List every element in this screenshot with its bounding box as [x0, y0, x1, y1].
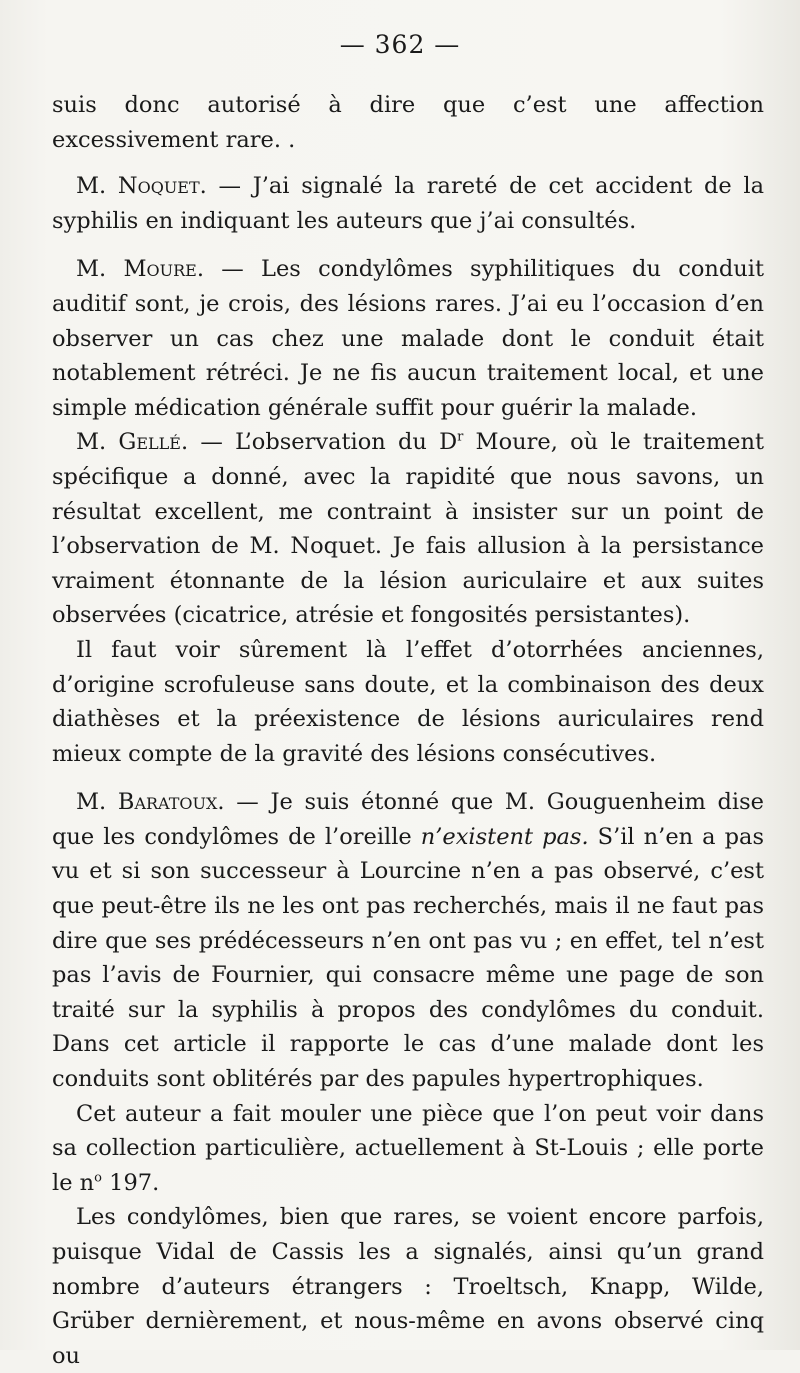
paragraph-text: — L’observation du D: [188, 429, 458, 456]
paragraph-1: [52, 88, 764, 157]
superscript: o: [94, 1170, 102, 1186]
speaker-name: M. Noquet.: [76, 173, 207, 200]
superscript: r: [457, 429, 464, 445]
body-text: [52, 88, 764, 1373]
paragraph-text: Cet auteur a fait mouler une pièce que l’on peut voir dans sa collection particulière, actuellement à St-Louis ; elle porte le n: [52, 1100, 764, 1196]
emphasis-text: n’existent pas.: [420, 823, 589, 850]
paragraph-2: [52, 633, 764, 771]
speaker-name: M. Moure.: [76, 256, 204, 283]
paragraph-noquet: [52, 169, 764, 238]
page-number: — 362 —: [339, 30, 461, 59]
paragraph-moure: [52, 252, 764, 425]
paragraph-text: Il faut voir sûrement là l’effet d’otorrhées anciennes, d’origine scrofuleuse sans doute, et la combinaison des deux diathèses et la préexistence de lésions auriculaires rend mieux compte de la gravité des lésions consécutives.: [52, 636, 764, 767]
paragraph-text: — Je suis étonné que M. Gouguenheim dise que les condylômes de l’oreille: [52, 789, 764, 850]
paragraph-text: Les condylômes, bien que rares, se voient encore parfois, puisque Vidal de Cassis les a signalés, ainsi qu’un grand nombre d’auteurs étrangers : Troeltsch, Knapp, Wilde, Grüber dernièrement, et nous-même en avons observé cinq ou: [52, 1204, 764, 1369]
paragraph-baratoux: [52, 785, 764, 1096]
paragraph-text: — Les condylômes syphilitiques du conduit auditif sont, je crois, des lésions rares. J’ai eu l’occasion d’en observer un cas chez une malade dont le conduit était notablement rétréci. Je ne fis aucun traitement local, et une simple médication générale suffit pour guérir la malade.: [52, 256, 764, 421]
speaker-name: M. Gellé.: [76, 429, 189, 456]
paragraph-text: S’il n’en a pas vu et si son successeur à Lourcine n’en a pas observé, c’est que peut-être ils ne les ont pas recherchés, mais il ne faut pas dire que ses prédécesseurs n’en ont pas vu ; en effet, tel n’est pas l’avis de Fournier, qui consacre même une page de son traité sur la syphilis à propos des condylômes du conduit. Dans cet article il rapporte le cas d’une malade dont les conduits sont oblitérés par des papules hypertrophiques.: [52, 823, 764, 1093]
paragraph-text: Moure, où le traitement spécifique a donné, avec la rapidité que nous savons, un résultat excellent, me contraint à insister sur un point de l’observation de M. Noquet. Je fais allusion à la persistance vraiment étonnante de la lésion auriculaire et aux suites observées (cicatrice, atrésie et fongosités persistantes).: [52, 429, 765, 629]
speaker-name: M. Baratoux.: [76, 789, 225, 816]
paragraph-text: suis donc autorisé à dire que c’est une affection excessivement rare. .: [52, 92, 764, 153]
paragraph-gelle: [52, 425, 764, 633]
paragraph-3: [52, 1097, 764, 1201]
paragraph-text: 197.: [101, 1169, 160, 1196]
paragraph-text: — J’ai signalé la rareté de cet accident de la syphilis en indiquant les auteurs que j’ai consultés.: [52, 173, 764, 234]
paragraph-4: [52, 1200, 764, 1373]
